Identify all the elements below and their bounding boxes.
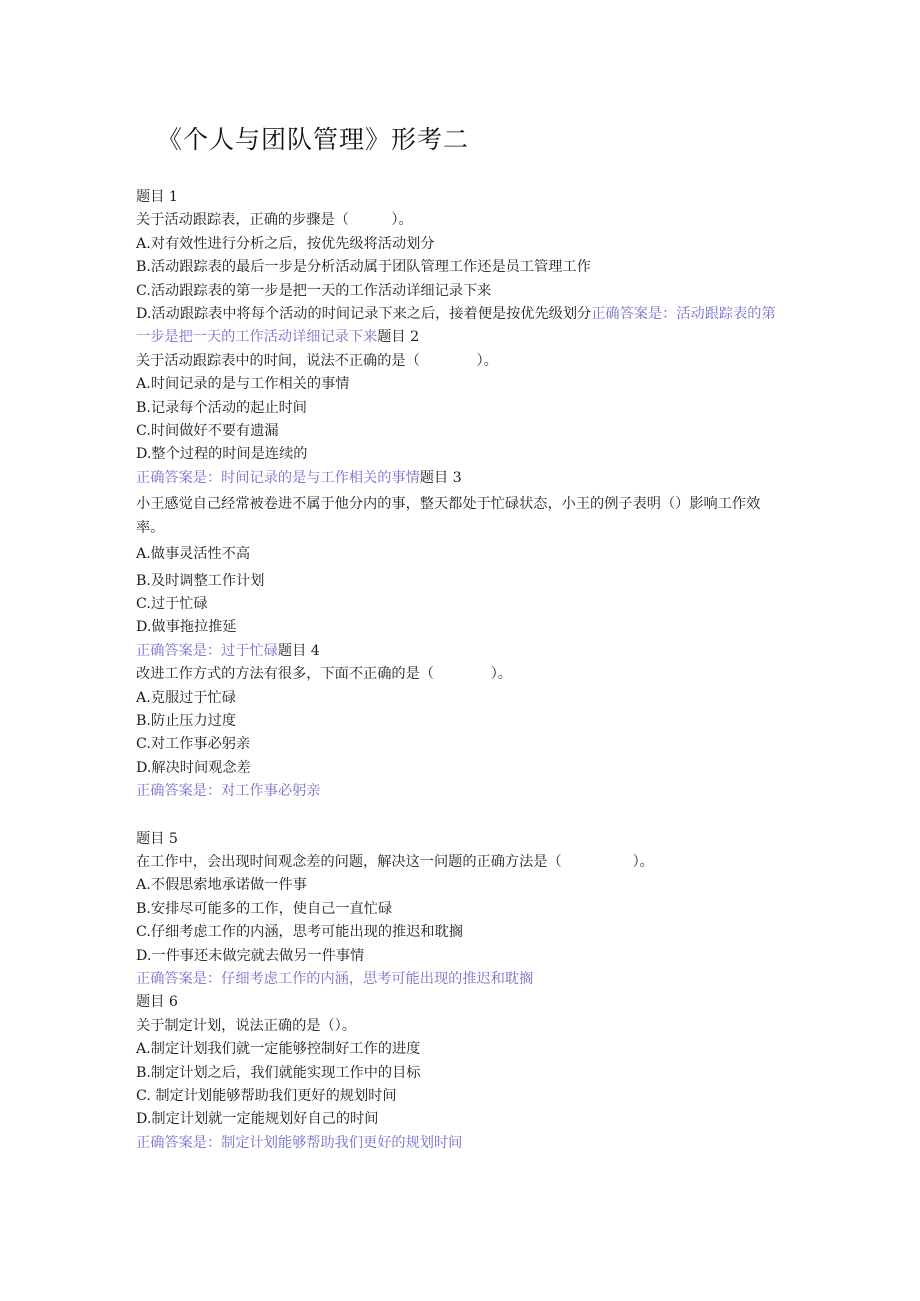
document-title: 《个人与团队管理》形考二 <box>157 125 470 154</box>
question-2-label: 题目 2 <box>377 329 420 346</box>
question-3-option-a: A.做事灵活性不高 <box>136 546 251 563</box>
question-3-stem: 小王感觉自己经常被卷进不属于他分内的事，整天都处于忙碌状态，小王的例子表明（）影响工作效率。 <box>136 496 761 536</box>
question-2-option-a: A.时间记录的是与工作相关的事情 <box>136 376 350 393</box>
question-1-stem: 关于活动跟踪表，正确的步骤是（ ）。 <box>136 212 413 229</box>
question-5-answer: 正确答案是：仔细考虑工作的内涵，思考可能出现的推迟和耽搁 <box>136 971 534 987</box>
question-3-option-d: D.做事拖拉推延 <box>136 619 237 636</box>
question-4-option-c: C.对工作事必躬亲 <box>136 736 251 753</box>
question-1-option-a: A.对有效性进行分析之后，按优先级将活动划分 <box>136 235 435 252</box>
question-3-option-b: B.及时调整工作计划 <box>136 572 265 589</box>
question-5-stem: 在工作中，会出现时间观念差的问题，解决这一问题的正确方法是（ ）。 <box>136 853 654 870</box>
question-5-option-c: C.仔细考虑工作的内涵，思考可能出现的推迟和耽搁 <box>136 924 463 941</box>
question-4-label: 题目 4 <box>277 642 320 659</box>
question-6-stem: 关于制定计划，说法正确的是（）。 <box>136 1017 356 1034</box>
question-1-option-d: D.活动跟踪表中将每个活动的时间记录下来之后，接着便是按优先级划分 <box>136 306 592 323</box>
question-1-answer: 正确答案是：活动跟踪表的第一步是把一天的工作活动详细记录下来 <box>136 306 776 346</box>
question-2-answer: 正确答案是：时间记录的是与工作相关的事情 <box>136 469 420 486</box>
question-2-option-d: D.整个过程的时间是连续的 <box>136 446 308 463</box>
question-6-label: 题目 6 <box>136 994 178 1011</box>
question-list <box>136 186 776 1155</box>
question-4-option-d: D.解决时间观念差 <box>136 759 251 776</box>
question-4-answer: 正确答案是：对工作事必躬亲 <box>136 783 321 800</box>
question-4-stem: 改进工作方式的方法有很多，下面不正确的是（ ）。 <box>136 666 512 683</box>
question-1-option-c: C.活动跟踪表的第一步是把一天的工作活动详细记录下来 <box>136 282 492 299</box>
question-1-option-b: B.活动跟踪表的最后一步是分析活动属于团队管理工作还是员工管理工作 <box>136 259 591 276</box>
question-4-option-a: A.克服过于忙碌 <box>136 689 236 706</box>
question-2-option-b: B.记录每个活动的起止时间 <box>136 399 307 416</box>
question-5-option-a: A.不假思索地承诺做一件事 <box>136 877 307 894</box>
question-4-option-b: B.防止压力过度 <box>136 712 237 729</box>
question-1-option-d-and-answer <box>136 303 776 350</box>
question-1-label: 题目 1 <box>136 189 178 205</box>
question-6-option-d: D.制定计划就一定能规划好自己的时间 <box>136 1111 379 1128</box>
question-2-option-c: C.时间做好不要有遗漏 <box>136 423 279 440</box>
question-5-label: 题目 5 <box>136 830 178 847</box>
question-2-stem: 关于活动跟踪表中的时间，说法不正确的是（ ）。 <box>136 352 498 369</box>
question-3-answer-line <box>136 640 776 663</box>
question-5-option-b: B.安排尽可能多的工作，使自己一直忙碌 <box>136 900 393 917</box>
question-3-label: 题目 3 <box>419 469 462 486</box>
question-5-option-d: D.一件事还未做完就去做另一件事情 <box>136 947 365 964</box>
question-6-option-c: C. 制定计划能够帮助我们更好的规划时间 <box>136 1088 397 1105</box>
question-3-option-c: C.过于忙碌 <box>136 595 208 612</box>
question-6-option-a: A.制定计划我们就一定能够控制好工作的进度 <box>136 1041 421 1058</box>
question-2-answer-line <box>136 467 776 490</box>
question-3-answer: 正确答案是：过于忙碌 <box>136 642 278 659</box>
question-6-option-b: B.制定计划之后，我们就能实现工作中的目标 <box>136 1064 421 1081</box>
question-6-answer: 正确答案是：制定计划能够帮助我们更好的规划时间 <box>136 1134 463 1151</box>
